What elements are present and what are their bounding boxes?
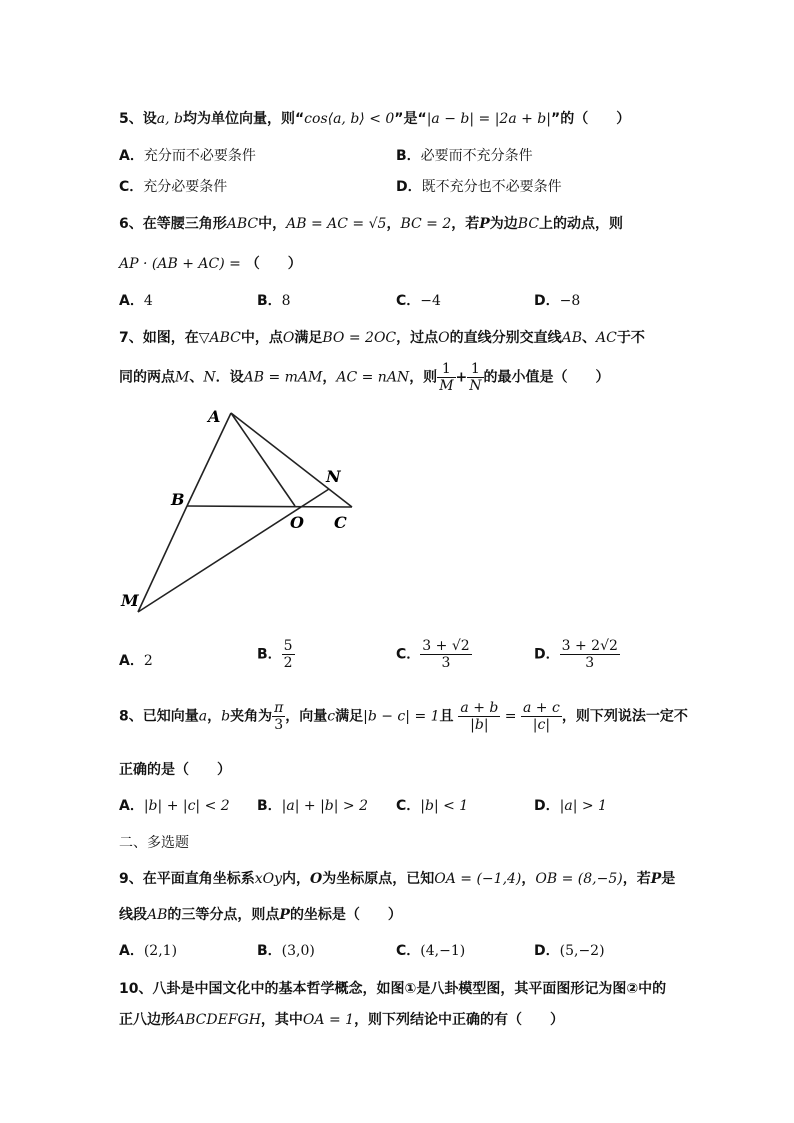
q9-stem-line1: 9、在平面直角坐标系xOy内，O为坐标原点，已知OA = (−1,4)，OB = (8,−5)，若P是 <box>119 871 676 887</box>
q9-option-d[interactable]: D．(5,−2) <box>534 943 605 959</box>
q5-option-d[interactable]: D．既不充分也不必要条件 <box>396 179 562 195</box>
q6-equation-2: BC = 2 <box>400 216 452 232</box>
label-c: C <box>334 513 347 532</box>
segment-ab <box>187 413 231 506</box>
q9-option-c[interactable]: C．(4,−1) <box>396 943 466 959</box>
section-title: 二、多选题 <box>119 835 189 851</box>
q8-fraction-2: $\frac{a + c}{|c|}$ <box>523 700 560 734</box>
q8-option-b[interactable]: B．|a| + |b| > 2 <box>257 798 369 814</box>
q7-fraction-1n: $\frac{1}{N}$ <box>469 361 482 395</box>
q7-option-a[interactable]: A．2 <box>119 653 153 669</box>
segment-bc <box>187 506 352 507</box>
q6-option-a[interactable]: A．4 <box>119 293 153 309</box>
q6-option-c[interactable]: C．−4 <box>396 293 441 309</box>
q9-equation-1: OA = (−1,4) <box>434 871 522 887</box>
q9-equation-2: OB = (8,−5) <box>535 871 623 887</box>
q5-condition-2: |a − b| = |2a + b| <box>426 111 551 127</box>
label-b: B <box>171 490 185 509</box>
q5-condition-1: cos⟨a, b⟩ < 0 <box>304 111 395 127</box>
q8-option-d[interactable]: D．|a| > 1 <box>534 798 607 814</box>
q10-stem-line1: 10、八卦是中国文化中的基本哲学概念，如图①是八卦模型图，其平面图形记为图②中的 <box>119 981 667 997</box>
q6-expression: AP · (AB + AC) = <box>119 256 241 272</box>
q7-triangle-figure <box>110 400 370 620</box>
q6-equation-1: AB = AC = √5 <box>286 216 387 232</box>
q7-equation-1: BO = 2OC <box>322 330 397 346</box>
q8-fraction-1: $\frac{a + b}{|b|}$ <box>460 700 499 734</box>
q7-equation-3: AC = nAN <box>336 369 410 386</box>
q8-option-c[interactable]: C．|b| < 1 <box>396 798 469 814</box>
q5-option-a[interactable]: A．充分而不必要条件 <box>119 148 256 164</box>
label-a: A <box>208 407 221 426</box>
q10-stem-line2: 正八边形ABCDEFGH，其中OA = 1，则下列结论中正确的有（ ） <box>119 1012 565 1028</box>
q6-option-d[interactable]: D．−8 <box>534 293 581 309</box>
q8-angle: $\frac{\pi}{3}$ <box>274 700 284 734</box>
segment-ac <box>231 413 352 507</box>
q5-option-b[interactable]: B．必要而不充分条件 <box>396 148 533 164</box>
q7-stem-line2: 同的两点M、N．设AB = mAM，AC = nAN，则 $\frac{1}{M}$ + $\frac{1}{N}$ 的最小值是（ ） <box>119 361 610 395</box>
q8-equation-1: |b − c| = 1 <box>363 708 440 725</box>
q9-stem-line2: 线段AB的三等分点，则点P的坐标是（ ） <box>119 907 402 923</box>
q7-fraction-1m: $\frac{1}{M}$ <box>439 361 454 395</box>
q5-stem: 5、设a, b均为单位向量，则“cos⟨a, b⟩ < 0”是“|a − b| = |2a + b|”的（ ） <box>119 111 631 127</box>
q8-stem-line1: 8、已知向量a，b夹角为 $\frac{\pi}{3}$ ，向量c满足|b − c| = 1且 $\frac{a + b}{|b|}$ = $\frac{a + c}{|c|}$ ，则下列说法一定不 <box>119 700 688 734</box>
q9-option-b[interactable]: B．(3,0) <box>257 943 315 959</box>
segment-ao <box>231 413 295 506</box>
q7-stem-line1: 7、如图，在▽ABC中，点O满足BO = 2OC，过点O的直线分别交直线AB、AC于不 <box>119 330 645 346</box>
q5-vectors-ab: a, b <box>156 111 183 127</box>
q6-stem: 6、在等腰三角形ABC中，AB = AC = √5，BC = 2，若P为边BC上的动点，则 <box>119 216 624 232</box>
q7-option-b[interactable]: B． $\frac{5}{2}$ <box>257 638 293 672</box>
q7-option-c[interactable]: C． $\frac{3 + √2}{3}$ <box>396 638 470 672</box>
label-o: O <box>290 513 304 532</box>
q6-option-b[interactable]: B．8 <box>257 293 291 309</box>
q7-option-d[interactable]: D． $\frac{3 + 2√2}{3}$ <box>534 638 618 672</box>
q5-option-c[interactable]: C．充分必要条件 <box>119 179 228 195</box>
q9-option-a[interactable]: A．(2,1) <box>119 943 178 959</box>
q8-stem-line2: 正确的是（ ） <box>119 762 231 778</box>
label-m: M <box>121 591 139 610</box>
q7-equation-2: AB = mAM <box>243 369 323 386</box>
q8-option-a[interactable]: A．|b| + |c| < 2 <box>119 798 230 814</box>
label-n: N <box>326 467 341 486</box>
q6-expression-line: AP · (AB + AC) = （ ） <box>119 256 302 272</box>
